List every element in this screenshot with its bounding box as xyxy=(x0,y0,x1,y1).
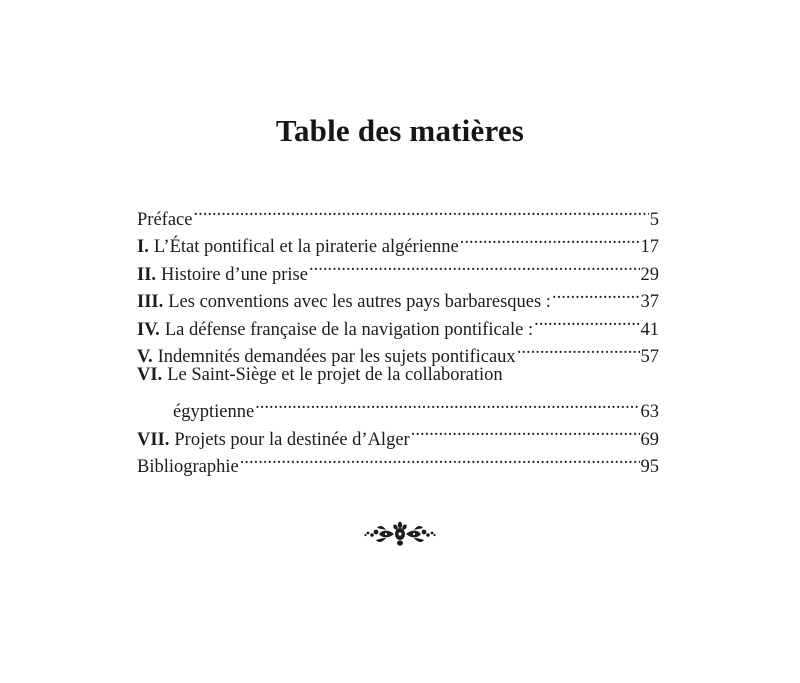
toc-entry-label: L’État pontifical et la piraterie algérienne xyxy=(153,237,459,257)
toc-entry-line-1 xyxy=(137,362,659,390)
chapter-number: II. xyxy=(137,264,157,285)
toc-entry-label: Le Saint-Siège et le projet de la collaboration xyxy=(167,365,503,385)
dot-leader xyxy=(411,417,640,445)
dot-leader xyxy=(517,335,640,363)
fleuron-ornament-icon xyxy=(364,521,436,547)
toc-entry-page: 37 xyxy=(640,292,659,312)
dot-leader xyxy=(240,445,640,473)
chapter-number: IV. xyxy=(137,319,160,340)
toc-entry-page: 57 xyxy=(640,347,659,367)
dot-leader xyxy=(552,280,640,308)
page-title: Table des matières xyxy=(275,113,525,148)
chapter-number: I. xyxy=(137,237,149,257)
dot-leader xyxy=(309,252,640,280)
dot-leader xyxy=(255,390,639,418)
chapter-number: V. xyxy=(137,347,153,367)
toc-entry-page: 63 xyxy=(640,402,659,422)
chapter-number: VII. xyxy=(137,429,170,450)
toc-entry-label: La défense française de la navigation pontificale : xyxy=(164,319,534,340)
table-of-contents xyxy=(137,197,659,477)
dot-leader xyxy=(460,225,640,253)
toc-entry-line-2 xyxy=(137,390,659,422)
chapter-number: III. xyxy=(137,292,164,312)
toc-entry-label-continued: égyptienne xyxy=(173,402,255,422)
toc-entry-chapter-6 xyxy=(137,362,659,422)
dot-leader xyxy=(534,307,639,335)
toc-entry-chapter-1 xyxy=(137,225,659,257)
toc-entry-label: Préface xyxy=(137,209,193,230)
toc-entry-page: 95 xyxy=(640,457,659,477)
chapter-number: VI. xyxy=(137,365,163,385)
toc-entry-label: Bibliographie xyxy=(137,457,239,477)
toc-entry-page: 69 xyxy=(640,429,659,450)
dot-leader xyxy=(193,197,648,225)
toc-entry-label: Indemnités demandées par les sujets pontificaux xyxy=(157,347,516,367)
toc-entry-label: Histoire d’une prise xyxy=(161,264,308,285)
toc-entry-label: Les conventions avec les autres pays barbaresques : xyxy=(168,292,551,312)
toc-entry-page: 17 xyxy=(640,237,659,257)
toc-entry-preface xyxy=(137,197,659,230)
toc-entry-page: 29 xyxy=(640,264,659,285)
toc-entry-page: 41 xyxy=(640,319,659,340)
toc-entry-page: 5 xyxy=(649,209,659,230)
toc-entry-label: Projets pour la destinée d’Alger xyxy=(174,429,410,450)
